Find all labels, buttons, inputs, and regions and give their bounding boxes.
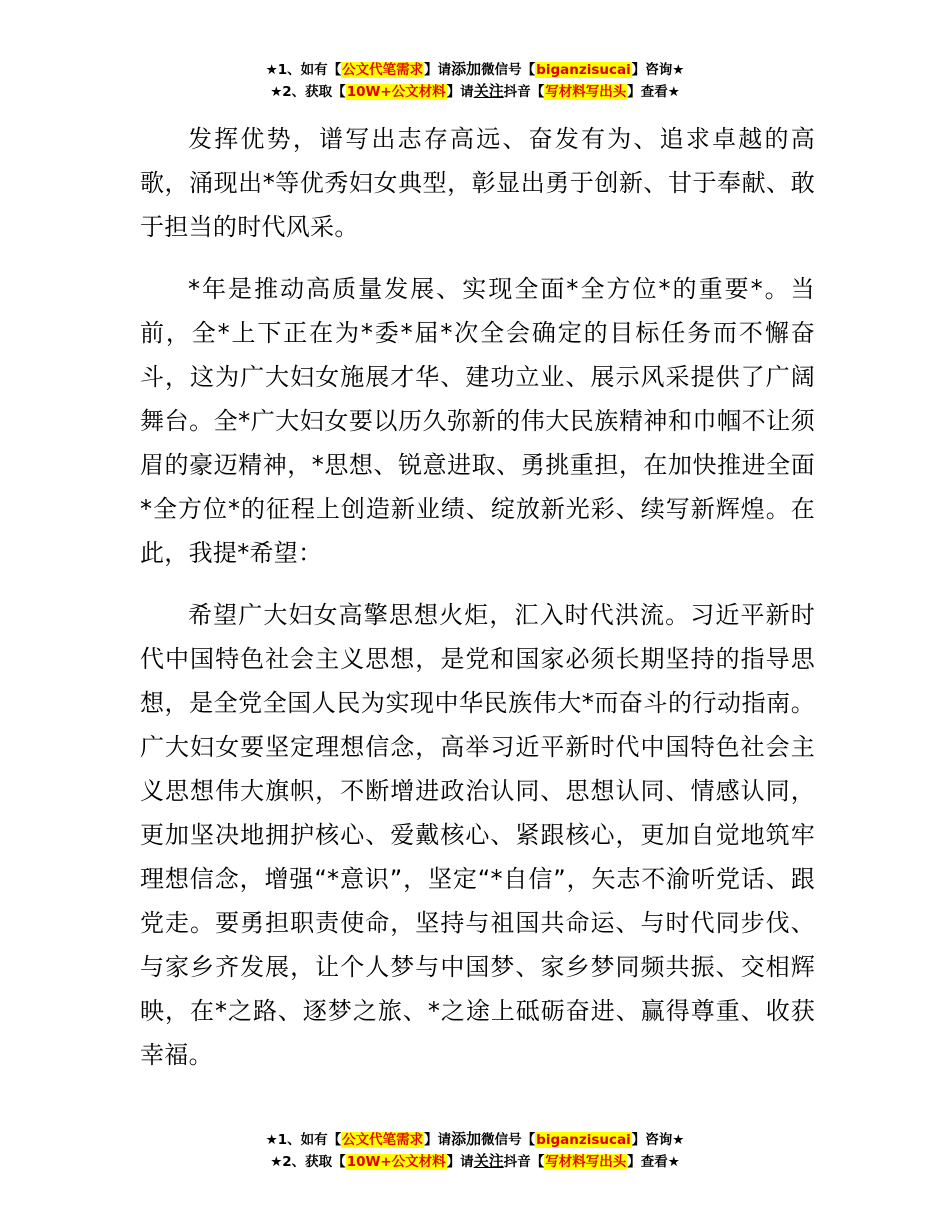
banner-text: 】请 — [424, 1132, 452, 1148]
banner-text: 微信号【 — [481, 62, 536, 78]
banner-text: 】查看★ — [627, 1154, 680, 1170]
banner-text: 抖音【 — [503, 84, 545, 100]
banner-highlight-service: 公文代笔需求 — [342, 62, 424, 78]
banner-highlight-wechat-id: biganzisucai — [536, 62, 631, 78]
banner-text: 抖音【 — [503, 1154, 545, 1170]
banner-text: ★1、如有【 — [265, 62, 342, 78]
banner-emphasis: 关注 — [473, 1152, 504, 1170]
footer-banner — [0, 1128, 950, 1172]
banner-text: ★2、获取【 — [270, 1154, 346, 1170]
banner-line-1 — [0, 58, 950, 80]
banner-emphasis: 添加 — [451, 1130, 482, 1148]
banner-text: ★2、获取【 — [270, 84, 346, 100]
banner-highlight-materials: 10W+公文材料 — [346, 1154, 446, 1170]
banner-emphasis: 添加 — [451, 60, 482, 78]
banner-highlight-materials: 10W+公文材料 — [346, 84, 446, 100]
paragraph: *年是推动高质量发展、实现全面*全方位*的重要*。当前，全*上下正在为*委*届*次全会确定的目标任务而不懈奋斗，这为广大妇女施展才华、建功立业、展示风采提供了广阔舞台。全*广大妇女要以历久弥新的伟大民族精神和巾帼不让须眉的豪迈精神，*思想、锐意进取、勇挑重担，在加快推进全面*全方位*的征程上创造新业绩、绽放新光彩、续写新辉煌。在此，我提*希望： — [140, 275, 815, 567]
banner-text: 】请 — [446, 1154, 474, 1170]
banner-text: 】咨询★ — [631, 1132, 685, 1148]
banner-highlight-douyin: 写材料写出头 — [545, 1154, 627, 1170]
banner-line-2 — [0, 80, 950, 102]
banner-highlight-service: 公文代笔需求 — [342, 1132, 424, 1148]
banner-text: 】请 — [424, 62, 452, 78]
paragraph: 发挥优势，谱写出志存高远、奋发有为、追求卓越的高歌，涌现出*等优秀妇女典型，彰显出勇于创新、甘于奉献、敢于担当的时代风采。 — [140, 125, 815, 241]
banner-text: 】咨询★ — [631, 62, 685, 78]
banner-line-1 — [0, 1128, 950, 1150]
banner-highlight-douyin: 写材料写出头 — [545, 84, 627, 100]
banner-highlight-wechat-id: biganzisucai — [536, 1132, 631, 1148]
banner-text: 】查看★ — [627, 84, 680, 100]
banner-emphasis: 关注 — [473, 82, 504, 100]
banner-line-2 — [0, 1150, 950, 1172]
banner-text: 】请 — [446, 84, 474, 100]
paragraph: 希望广大妇女高擎思想火炬，汇入时代洪流。习近平新时代中国特色社会主义思想，是党和国家必须长期坚持的指导思想，是全党全国人民为实现中华民族伟大*而奋斗的行动指南。广大妇女要坚定理想信念，高举习近平新时代中国特色社会主义思想伟大旗帜，不断增进政治认同、思想认同、情感认同，更加坚决地拥护核心、爱戴核心、紧跟核心，更加自觉地筑牢理想信念，增强“*意识”，坚定“*自信”，矢志不渝听党话、跟党走。要勇担职责使命，坚持与祖国共命运、与时代同步伐、与家乡齐发展，让个人梦与中国梦、家乡梦同频共振、交相辉映，在*之路、逐梦之旅、*之途上砥砺奋进、赢得尊重、收获幸福。 — [140, 601, 815, 1069]
document-body — [140, 117, 815, 1095]
banner-text: ★1、如有【 — [265, 1132, 342, 1148]
header-banner — [0, 58, 950, 102]
banner-text: 微信号【 — [481, 1132, 536, 1148]
